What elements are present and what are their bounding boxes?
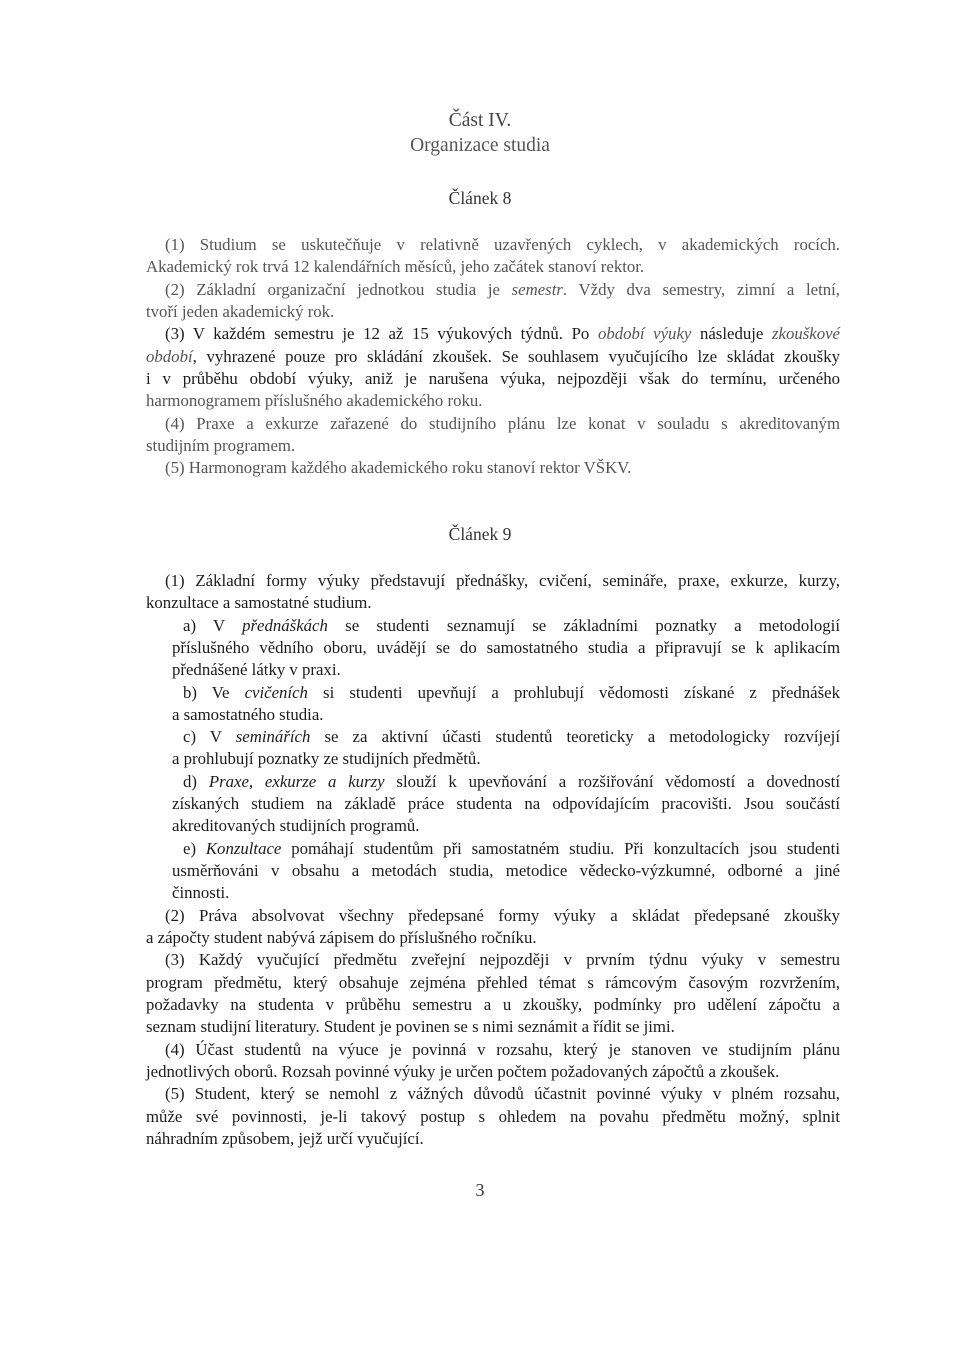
list-item-line: a prohlubují poznatky ze studijních předmětů. <box>172 749 481 768</box>
paragraph-line: období, vyhrazené pouze pro skládání zkoušek. Se souhlasem vyučujícího lze skládat zkoušky <box>146 347 840 366</box>
list-item-line: a samostatného studia. <box>172 705 324 724</box>
paragraph-line: tvoří jeden akademický rok. <box>146 302 335 321</box>
paragraph-line: i v průběhu období výuky, aniž je narušena výuka, nejpozději však do termínu, určeného <box>146 369 840 388</box>
list-item-line: usměrňováni v obsahu a metodách studia, metodice vědecko-výzkumné, odborné a jiné <box>172 861 840 880</box>
paragraph-line: náhradním způsobem, jejž určí vyučující. <box>146 1129 424 1148</box>
paragraph-line: (1) Studium se uskutečňuje v relativně uzavřených cyklech, v akademických rocích. <box>165 235 840 254</box>
paragraph-line: jednotlivých oborů. Rozsah povinné výuky je určen počtem požadovaných zápočtů a zkoušek. <box>146 1062 780 1081</box>
paragraph-line: (2) Práva absolvovat všechny předepsané formy výuky a skládat předepsané zkoušky <box>165 906 840 925</box>
list-item-line: e) Konzultace pomáhají studentům při samostatném studiu. Při konzultacích jsou studenti <box>183 839 840 858</box>
paragraph-line: seznam studijní literatury. Student je povinen se s nimi seznámit a řídit se jimi. <box>146 1017 675 1036</box>
paragraph-line: studijním programem. <box>146 436 296 455</box>
part-heading: Část IV. <box>448 110 512 131</box>
paragraph-line: a zápočty student nabývá zápisem do příslušného ročníku. <box>146 928 537 947</box>
paragraph-line: (3) Každý vyučující předmětu zveřejní nejpozději v prvním týdnu výuky v semestru <box>165 950 840 969</box>
article-8-title: Článek 8 <box>448 188 512 208</box>
paragraph-line: (3) V každém semestru je 12 až 15 výukových týdnů. Po období výuky následuje zkouškové <box>165 324 840 343</box>
paragraph-line: program předmětu, který obsahuje zejména přehled témat s rámcovým časovým rozvržením, <box>146 973 840 992</box>
article-9-title: Článek 9 <box>448 524 512 544</box>
list-item-line: d) Praxe, exkurze a kurzy slouží k upevňování a rozšiřování vědomostí a dovedností <box>183 772 840 791</box>
paragraph-line: Akademický rok trvá 12 kalendářních měsíců, jeho začátek stanoví rektor. <box>146 257 645 276</box>
paragraph-line: (4) Praxe a exkurze zařazené do studijního plánu lze konat v souladu s akreditovaným <box>165 414 840 433</box>
list-item-line: a) V přednáškách se studenti seznamují se základními poznatky a metodologií <box>183 616 840 635</box>
list-item-line: získaných studiem na základě práce studenta na odpovídajícím pracovišti. Jsou součástí <box>172 794 840 813</box>
paragraph-line: (5) Student, který se nemohl z vážných důvodů účastnit povinné výuky v plném rozsahu, <box>165 1084 840 1103</box>
paragraph-line: (1) Základní formy výuky představují přednášky, cvičení, semináře, praxe, exkurze, kurzy, <box>165 571 840 590</box>
list-item-line: akreditovaných studijních programů. <box>172 816 420 835</box>
paragraph-line: (5) Harmonogram každého akademického roku stanoví rektor VŠKV. <box>165 458 632 477</box>
list-item-line: příslušného vědního oboru, uvádějí se do samostatného studia a připravují se k aplikacím <box>172 638 840 657</box>
list-item-line: přednášené látky v praxi. <box>172 660 341 679</box>
part-title: Organizace studia <box>410 135 550 156</box>
list-item-line: činnosti. <box>172 883 230 902</box>
paragraph-line: požadavky na studenta v průběhu semestru a u zkoušky, podmínky pro udělení zápočtu a <box>146 995 840 1014</box>
paragraph-line: harmonogramem příslušného akademického roku. <box>146 391 483 410</box>
list-item-line: c) V seminářích se za aktivní účasti studentů teoreticky a metodologicky rozvíjejí <box>183 727 840 746</box>
page-number: 3 <box>475 1180 485 1200</box>
paragraph-line: (2) Základní organizační jednotkou studia je semestr. Vždy dva semestry, zimní a letní, <box>165 280 840 299</box>
list-item-line: b) Ve cvičeních si studenti upevňují a prohlubují vědomosti získané z přednášek <box>183 683 840 702</box>
paragraph-line: konzultace a samostatné studium. <box>146 593 372 612</box>
paragraph-line: může své povinnosti, je-li takový postup s ohledem na povahu předmětu možný, splnit <box>146 1107 840 1126</box>
paragraph-line: (4) Účast studentů na výuce je povinná v rozsahu, který je stanoven ve studijním plánu <box>165 1040 840 1059</box>
